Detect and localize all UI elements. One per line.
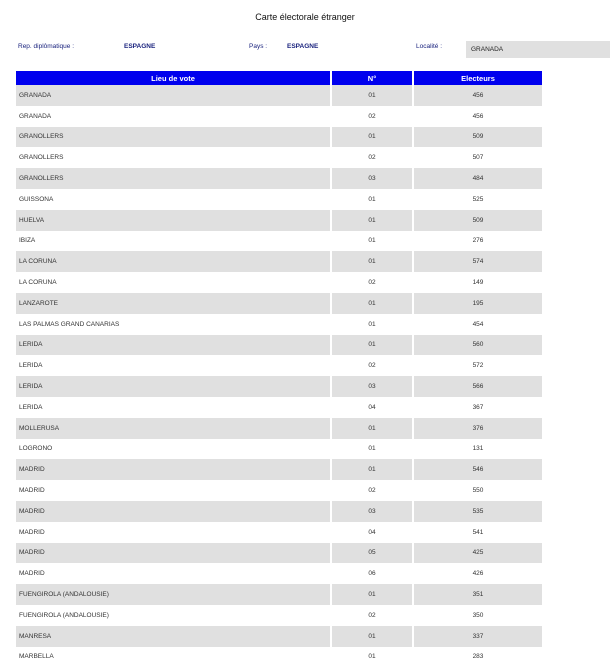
- cell-numero: 01: [332, 626, 412, 647]
- cell-electeurs: 574: [414, 251, 542, 272]
- cell-lieu-de-vote: GRANADA: [16, 85, 330, 106]
- cell-lieu-de-vote: MARBELLA: [16, 647, 330, 667]
- cell-electeurs: 426: [414, 563, 542, 584]
- cell-electeurs: 283: [414, 647, 542, 667]
- cell-lieu-de-vote: LOGRONO: [16, 439, 330, 460]
- cell-numero: 02: [332, 605, 412, 626]
- table-row: [16, 459, 542, 480]
- cell-numero: 03: [332, 501, 412, 522]
- pays-label: Pays :: [249, 43, 268, 50]
- cell-numero: 01: [332, 459, 412, 480]
- cell-electeurs: 509: [414, 127, 542, 148]
- page-title: Carte électorale étranger: [255, 12, 355, 22]
- cell-numero: 01: [332, 231, 412, 252]
- cell-electeurs: 454: [414, 314, 542, 335]
- cell-electeurs: 546: [414, 459, 542, 480]
- table-row: [16, 210, 542, 231]
- table-row: [16, 584, 542, 605]
- cell-electeurs: 376: [414, 418, 542, 439]
- cell-lieu-de-vote: LANZAROTE: [16, 293, 330, 314]
- cell-electeurs: 509: [414, 210, 542, 231]
- pays: [249, 43, 267, 50]
- localite-value: GRANADA: [466, 41, 610, 58]
- cell-electeurs: 276: [414, 231, 542, 252]
- cell-lieu-de-vote: MADRID: [16, 563, 330, 584]
- cell-electeurs: 131: [414, 439, 542, 460]
- cell-lieu-de-vote: GRANOLLERS: [16, 168, 330, 189]
- cell-electeurs: 337: [414, 626, 542, 647]
- cell-lieu-de-vote: MANRESA: [16, 626, 330, 647]
- table-row: [16, 543, 542, 564]
- table-row: [16, 127, 542, 148]
- table-row: [16, 147, 542, 168]
- rep-diplomatique: [18, 43, 74, 50]
- cell-numero: 02: [332, 355, 412, 376]
- cell-numero: 01: [332, 584, 412, 605]
- cell-electeurs: 566: [414, 376, 542, 397]
- table-row: [16, 480, 542, 501]
- table-row: [16, 376, 542, 397]
- cell-lieu-de-vote: MADRID: [16, 501, 330, 522]
- cell-electeurs: 367: [414, 397, 542, 418]
- cell-electeurs: 456: [414, 106, 542, 127]
- cell-numero: 02: [332, 480, 412, 501]
- cell-lieu-de-vote: MADRID: [16, 522, 330, 543]
- table-row: [16, 355, 542, 376]
- cell-numero: 02: [332, 106, 412, 127]
- cell-numero: 01: [332, 189, 412, 210]
- cell-electeurs: 195: [414, 293, 542, 314]
- table-row: [16, 335, 542, 356]
- cell-lieu-de-vote: GRANOLLERS: [16, 147, 330, 168]
- cell-lieu-de-vote: LERIDA: [16, 335, 330, 356]
- cell-electeurs: 535: [414, 501, 542, 522]
- table-row: [16, 626, 542, 647]
- pays-value-wrap: [287, 43, 318, 50]
- localite-label: Localité :: [416, 43, 443, 50]
- table-row: [16, 231, 542, 252]
- cell-lieu-de-vote: GUISSONA: [16, 189, 330, 210]
- table-row: [16, 272, 542, 293]
- cell-numero: 01: [332, 210, 412, 231]
- cell-lieu-de-vote: MADRID: [16, 480, 330, 501]
- table-row: [16, 605, 542, 626]
- cell-electeurs: 541: [414, 522, 542, 543]
- cell-lieu-de-vote: LAS PALMAS GRAND CANARIAS: [16, 314, 330, 335]
- table-row: [16, 293, 542, 314]
- cell-electeurs: 456: [414, 85, 542, 106]
- cell-lieu-de-vote: GRANOLLERS: [16, 127, 330, 148]
- cell-lieu-de-vote: FUENGIROLA (ANDALOUSIE): [16, 584, 330, 605]
- cell-numero: 01: [332, 127, 412, 148]
- header-electeurs[interactable]: Electeurs: [414, 71, 542, 85]
- cell-electeurs: 351: [414, 584, 542, 605]
- table-row: [16, 397, 542, 418]
- cell-lieu-de-vote: GRANADA: [16, 106, 330, 127]
- cell-numero: 02: [332, 147, 412, 168]
- table-row: [16, 563, 542, 584]
- rep-value: ESPAGNE: [124, 43, 156, 50]
- table-row: [16, 501, 542, 522]
- cell-numero: 06: [332, 563, 412, 584]
- cell-electeurs: 507: [414, 147, 542, 168]
- cell-electeurs: 525: [414, 189, 542, 210]
- cell-lieu-de-vote: HUELVA: [16, 210, 330, 231]
- cell-numero: 05: [332, 543, 412, 564]
- cell-lieu-de-vote: FUENGIROLA (ANDALOUSIE): [16, 605, 330, 626]
- cell-electeurs: 560: [414, 335, 542, 356]
- cell-numero: 01: [332, 647, 412, 667]
- table-row: [16, 418, 542, 439]
- cell-lieu-de-vote: LERIDA: [16, 355, 330, 376]
- cell-numero: 03: [332, 168, 412, 189]
- cell-numero: 01: [332, 439, 412, 460]
- cell-numero: 01: [332, 293, 412, 314]
- table-row: [16, 189, 542, 210]
- cell-lieu-de-vote: LERIDA: [16, 397, 330, 418]
- cell-numero: 01: [332, 314, 412, 335]
- table-row: [16, 106, 542, 127]
- rep-value-wrap: [124, 43, 155, 50]
- table-row: [16, 439, 542, 460]
- cell-electeurs: 572: [414, 355, 542, 376]
- cell-electeurs: 350: [414, 605, 542, 626]
- cell-numero: 01: [332, 418, 412, 439]
- table-row: [16, 314, 542, 335]
- table-row: [16, 168, 542, 189]
- cell-lieu-de-vote: MADRID: [16, 459, 330, 480]
- rep-label: Rep. diplômatique :: [18, 43, 75, 50]
- localite: [416, 43, 442, 50]
- cell-numero: 01: [332, 251, 412, 272]
- cell-electeurs: 425: [414, 543, 542, 564]
- cell-electeurs: 149: [414, 272, 542, 293]
- cell-lieu-de-vote: IBIZA: [16, 231, 330, 252]
- table-row: [16, 85, 542, 106]
- cell-lieu-de-vote: MADRID: [16, 543, 330, 564]
- header-numero[interactable]: N°: [332, 71, 412, 85]
- cell-numero: 01: [332, 335, 412, 356]
- table-row: [16, 251, 542, 272]
- table-header-row: [16, 71, 542, 85]
- header-lieu-de-vote[interactable]: Lieu de vote: [16, 71, 330, 85]
- cell-numero: 03: [332, 376, 412, 397]
- cell-numero: 02: [332, 272, 412, 293]
- cell-electeurs: 484: [414, 168, 542, 189]
- cell-electeurs: 550: [414, 480, 542, 501]
- cell-numero: 04: [332, 397, 412, 418]
- cell-numero: 04: [332, 522, 412, 543]
- cell-lieu-de-vote: LERIDA: [16, 376, 330, 397]
- table-row: [16, 522, 542, 543]
- cell-lieu-de-vote: MOLLERUSA: [16, 418, 330, 439]
- cell-lieu-de-vote: LA CORUNA: [16, 272, 330, 293]
- cell-numero: 01: [332, 85, 412, 106]
- pays-value: ESPAGNE: [287, 43, 319, 50]
- polling-stations-table: [14, 71, 544, 667]
- cell-lieu-de-vote: LA CORUNA: [16, 251, 330, 272]
